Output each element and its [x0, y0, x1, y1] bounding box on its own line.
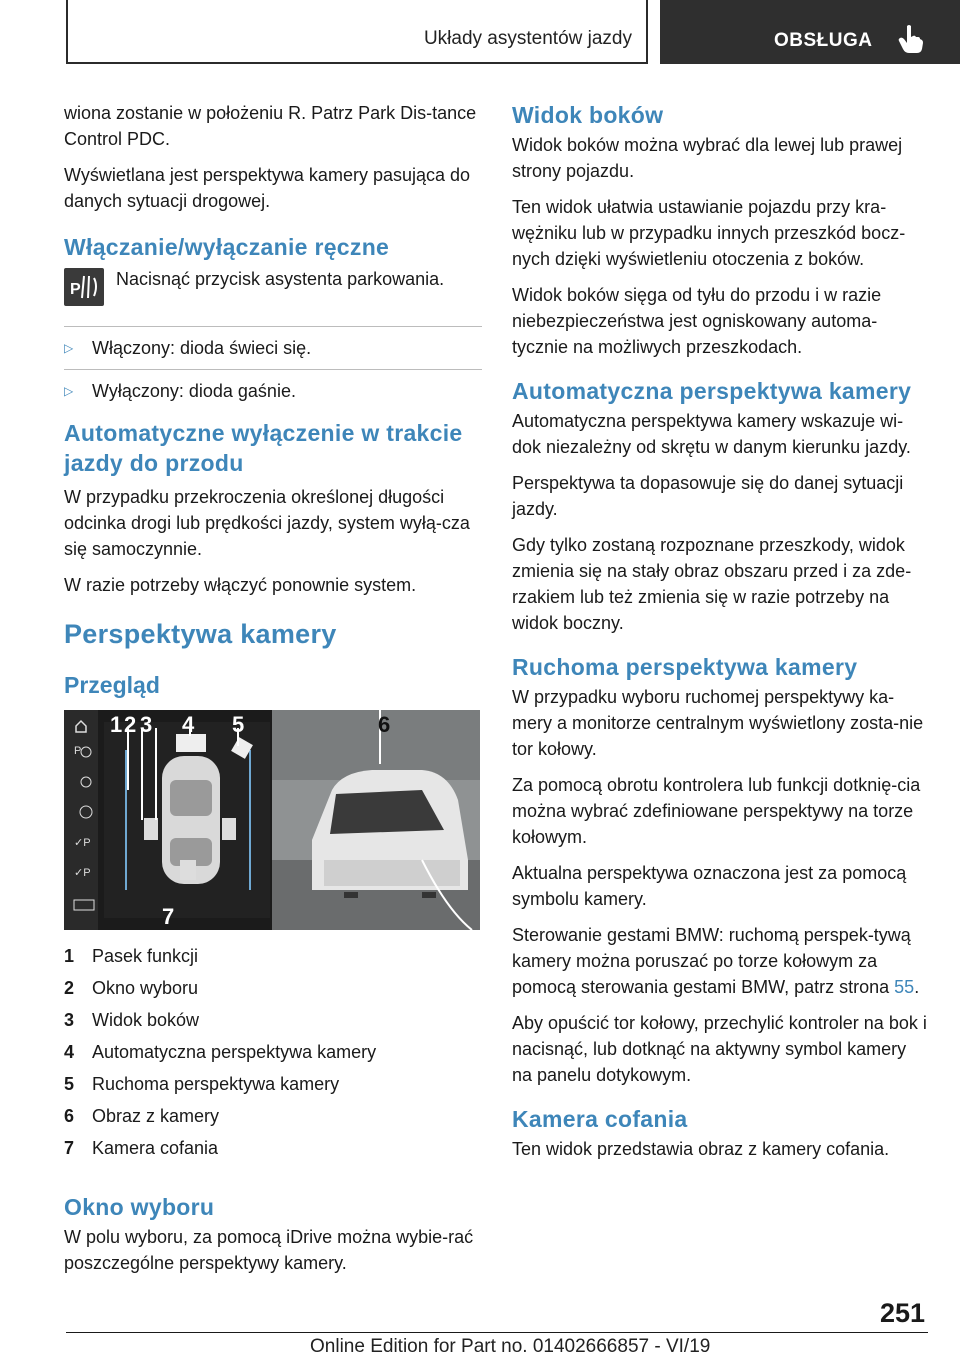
svg-text:P: P: [74, 745, 82, 757]
legend-item: 2 Okno wyboru: [64, 978, 199, 998]
divider: [64, 326, 482, 327]
heading-camera-perspective: Perspektywa kamery: [64, 619, 337, 649]
paragraph: wiona zostanie w położeniu R. Patrz Park Dis-tance Control PDC.: [64, 103, 477, 149]
callout-3: 3: [140, 712, 153, 737]
heading-moving-perspective: Ruchoma perspektywa kamery: [512, 654, 858, 680]
heading-side-view: Widok boków: [512, 102, 664, 128]
callout-4: 4: [182, 712, 195, 737]
triangle-bullet-icon: ▷: [64, 341, 74, 355]
list-item: [64, 335, 482, 361]
legend-item: 7 Kamera cofania: [64, 1138, 219, 1158]
paragraph: Aktualna perspektywa oznaczona jest za pomocą symbolu kamery.: [512, 863, 907, 909]
triangle-bullet-icon: ▷: [64, 384, 74, 398]
paragraph: Za pomocą obrotu kontrolera lub funkcji dotknię-cia można wybrać zdefiniowane perspektywy na torze kołowym.: [512, 775, 921, 847]
list-item-text: Włączony: dioda świeci się.: [92, 338, 312, 358]
callout-1: 1: [110, 712, 123, 737]
car-rear-view-image: [272, 710, 480, 930]
list-item: [64, 378, 482, 404]
paragraph: Ten widok przedstawia obraz z kamery cofania.: [512, 1139, 890, 1159]
callout-2: 2: [124, 712, 137, 737]
svg-text:P: P: [70, 281, 81, 298]
svg-text:✓P: ✓P: [74, 837, 91, 849]
park-assist-instruction: Nacisnąć przycisk asystenta parkowania.: [116, 269, 445, 289]
camera-overview-figure: [64, 710, 480, 930]
heading-selection-window: Okno wyboru: [64, 1194, 215, 1220]
hand-pointer-icon: [898, 24, 924, 54]
paragraph: W przypadku przekroczenia określonej długości odcinka drogi lub prędkości jazdy, system wyłą-cza się samoczynnie.: [64, 487, 470, 559]
park-assist-button-row: [64, 266, 482, 318]
park-assist-button-icon: [64, 268, 104, 306]
page-reference-link[interactable]: 55: [894, 977, 915, 997]
callout-6: 6: [378, 712, 391, 737]
paragraph: W razie potrzeby włączyć ponownie system.: [64, 575, 417, 595]
paragraph: Sterowanie gestami BMW: ruchomą perspek-tywą kamery można poruszać po torze kołowym za pomocą sterowania gestami BMW, patrz strona 55.: [512, 925, 920, 997]
heading-auto-off: Automatyczne wyłączenie w trakcie jazdy do przodu: [64, 420, 463, 476]
paragraph: W polu wyboru, za pomocą iDrive można wybie-rać poszczególne perspektywy kamery.: [64, 1227, 474, 1273]
svg-text:✓P: ✓P: [74, 867, 91, 879]
heading-rear-camera: Kamera cofania: [512, 1106, 688, 1132]
legend-item: 4 Automatyczna perspektywa kamery: [64, 1042, 377, 1062]
heading-manual-toggle: Włączanie/wyłączanie ręczne: [64, 234, 390, 260]
legend-item: 6 Obraz z kamery: [64, 1106, 220, 1126]
footer-edition: Online Edition for Part no. 01402666857 - VI/19: [310, 1336, 711, 1357]
header-section-title: Układy asystentów jazdy: [423, 28, 632, 49]
paragraph: Perspektywa ta dopasowuje się do danej sytuacji jazdy.: [512, 473, 904, 519]
function-bar-icons: [64, 710, 272, 930]
page-number: 251: [880, 1298, 926, 1328]
camera-image: [272, 710, 480, 930]
header-chapter-tab: [660, 0, 960, 64]
list-item-text: Wyłączony: dioda gaśnie.: [92, 381, 296, 401]
paragraph: Wyświetlana jest perspektywa kamery pasująca do danych sytuacji drogowej.: [64, 165, 471, 211]
divider: [64, 369, 482, 370]
header-chapter-label: OBSŁUGA: [774, 30, 873, 51]
left-column: [64, 100, 482, 1286]
paragraph: W przypadku wyboru ruchomej perspektywy ka-mery a monitorze centralnym wyświetlony zosta-nie tor kołowy.: [512, 687, 924, 759]
paragraph: Automatyczna perspektywa kamery wskazuje wi-dok niezależny od skrętu w danym kierunku jazdy.: [512, 411, 911, 457]
legend-item: 1 Pasek funkcji: [64, 946, 199, 966]
paragraph: Widok boków sięga od tyłu do przodu i w razie niebezpieczeństwa jest ogniskowany automa-tycznie na możliwych przeszkodach.: [512, 285, 882, 357]
legend-item: 5 Ruchoma perspektywa kamery: [64, 1074, 340, 1094]
heading-auto-perspective: Automatyczna perspektywa kamery: [512, 378, 912, 404]
callout-5: 5: [232, 712, 245, 737]
callout-7: 7: [162, 904, 175, 929]
heading-overview: Przegląd: [64, 672, 160, 698]
footer-rule: [66, 1332, 928, 1333]
paragraph: Widok boków można wybrać dla lewej lub prawej strony pojazdu.: [512, 135, 903, 181]
figure-legend: [64, 940, 482, 1164]
right-column: [512, 100, 930, 1172]
legend-item: 3 Widok boków: [64, 1010, 200, 1030]
paragraph: Gdy tylko zostaną rozpoznane przeszkody, widok zmienia się na stały obraz obszaru przed i za zde-rzakiem lub też zmienia się w razie potrzeby na widok boczny.: [512, 535, 912, 633]
paragraph: Ten widok ułatwia ustawianie pojazdu przy kra-wężniku lub w przypadku innych przeszkód bocz-nych dzięki wyświetleniu otoczenia z boków.: [512, 197, 906, 269]
header-section-tab: [66, 0, 648, 64]
paragraph: Aby opuścić tor kołowy, przechylić kontroler na bok i nacisnąć, lub dotknąć na aktywny symbol kamery na panelu dotykowym.: [512, 1013, 927, 1085]
